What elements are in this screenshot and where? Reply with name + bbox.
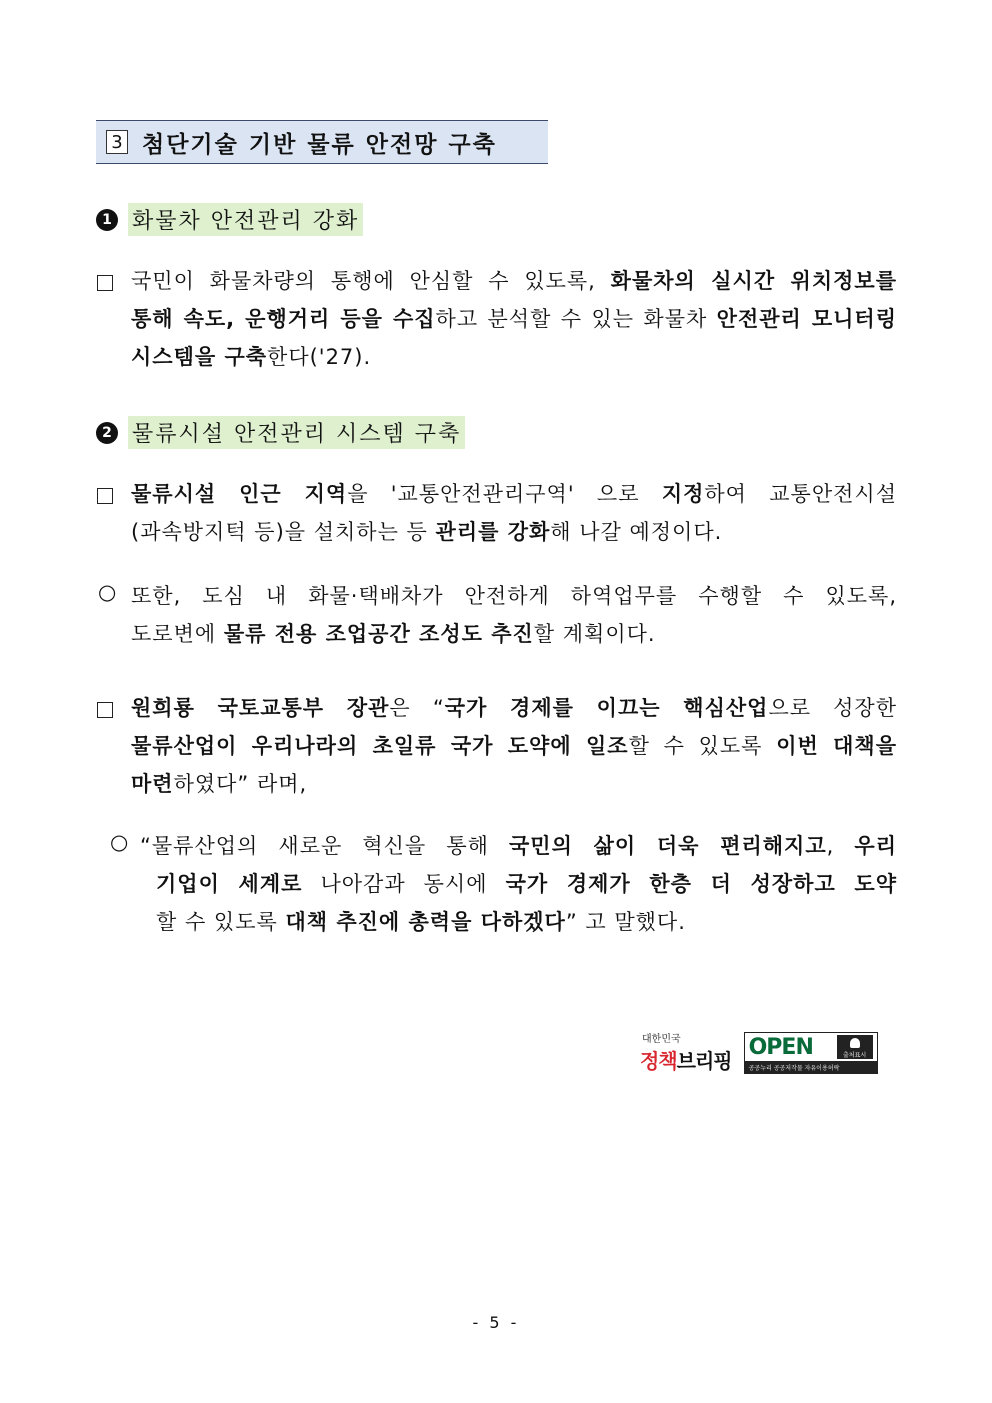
text-segment: 은 “	[389, 696, 445, 720]
text-segment: 나아감과 동시에	[302, 872, 506, 896]
bold-text-segment: 원희룡 국토교통부 장관	[131, 696, 390, 720]
policy-briefing-logo-main-a: 정책	[640, 1049, 677, 1073]
text-segment: 한다('27).	[267, 345, 372, 369]
attribution-badge-label: 출처표시	[843, 1052, 867, 1059]
attribution-badge-icon	[837, 1035, 873, 1059]
paragraph-4-line	[131, 765, 897, 803]
bold-text-segment: 대책 추진에 총력을 다하겠다	[285, 910, 566, 934]
bold-text-segment: 국가 경제를 이끄는 핵심산업	[444, 696, 769, 720]
subheading-2	[96, 416, 465, 449]
bold-text-segment: 이번 대책을	[776, 734, 897, 758]
paragraph-5-line	[140, 827, 897, 865]
text-segment: 하였다” 라며,	[173, 772, 308, 796]
page-number: - 5 -	[472, 1313, 520, 1332]
paragraph-4	[131, 689, 897, 803]
section-header	[96, 120, 548, 164]
policy-briefing-logo-small: 대한민국	[642, 1034, 681, 1045]
bold-text-segment: 기업이 세계로	[156, 872, 303, 896]
square-bullet-icon	[97, 275, 113, 291]
open-logo-word: OPEN	[748, 1034, 813, 1060]
bold-text-segment: 통해 속도, 운행거리 등을 수집	[131, 307, 436, 331]
bold-text-segment: 마련	[131, 772, 174, 796]
text-segment: 하여 교통안전시설	[704, 482, 897, 506]
bold-text-segment: 물류시설 인근 지역	[131, 482, 348, 506]
paragraph-2-line	[131, 475, 897, 513]
paragraph-3-line	[131, 615, 897, 653]
text-segment: (과속방지턱 등)을 설치하는 등	[131, 520, 436, 544]
paragraph-4-line	[131, 727, 897, 765]
subheading-1-title: 화물차 안전관리 강화	[128, 203, 363, 236]
section-title: 첨단기술 기반 물류 안전망 구축	[142, 131, 497, 158]
text-segment: 할 수 있도록	[628, 734, 777, 758]
paragraph-2	[131, 475, 897, 551]
text-segment: 할 계획이다.	[533, 622, 656, 646]
text-segment: 을 '교통안전관리구역' 으로	[347, 482, 662, 506]
text-segment: 으로 성장한	[768, 696, 897, 720]
policy-briefing-logo-main-b: 브리핑	[676, 1049, 732, 1073]
open-logo-caption: 공공누리 공공저작물 자유이용허락	[745, 1061, 877, 1073]
paragraph-3	[131, 577, 897, 653]
paragraph-5	[140, 827, 897, 941]
subheading-1	[96, 203, 363, 236]
bold-text-segment: 국민의 삶이 더욱 편리해지고	[509, 834, 827, 858]
paragraph-1-line	[131, 300, 897, 338]
text-segment: “물류산업의 새로운 혁신을 통해	[140, 834, 509, 858]
text-segment: 또한, 도심 내 화물·택배차가 안전하게 하역업무를 수행할 수 있도록,	[131, 584, 897, 608]
bold-text-segment: 국가 경제가 한층 더 성장하고 도약	[505, 872, 897, 896]
bold-text-segment: 시스템을 구축	[131, 345, 268, 369]
text-segment: 국민이 화물차량의 통행에 안심할 수 있도록,	[131, 269, 611, 293]
paragraph-3-line	[131, 577, 897, 615]
text-segment: ,	[826, 834, 855, 858]
subheading-1-number: 1	[96, 209, 118, 231]
bold-text-segment: 물류 전용 조업공간 조성도 추진	[223, 622, 534, 646]
paragraph-5-line	[140, 903, 897, 941]
paragraph-1	[131, 262, 897, 376]
text-segment: 도로변에	[131, 622, 224, 646]
bold-text-segment: 안전관리 모니터링	[716, 307, 897, 331]
policy-briefing-logo	[640, 1030, 732, 1074]
paragraph-5-line	[140, 865, 897, 903]
paragraph-1-line	[131, 338, 897, 376]
subheading-2-number: 2	[96, 422, 118, 444]
paragraph-1-line	[131, 262, 897, 300]
paragraph-2-line	[131, 513, 897, 551]
kogl-open-logo	[744, 1032, 878, 1074]
text-segment: 하고 분석할 수 있는 화물차	[435, 307, 717, 331]
section-number: 3	[106, 130, 128, 154]
circle-bullet-icon: ○	[110, 830, 129, 854]
bold-text-segment: 우리	[854, 834, 897, 858]
text-segment: 해 나갈 예정이다.	[550, 520, 723, 544]
bold-text-segment: 관리를 강화	[435, 520, 551, 544]
paragraph-4-line	[131, 689, 897, 727]
bold-text-segment: 물류산업이 우리나라의 초일류 국가 도약에 일조	[131, 734, 629, 758]
person-icon	[850, 1038, 860, 1048]
text-segment: 할 수 있도록	[156, 910, 286, 934]
bold-text-segment: 지정	[661, 482, 705, 506]
policy-briefing-logo-main	[640, 1045, 732, 1074]
square-bullet-icon	[97, 702, 113, 718]
bold-text-segment: 화물차의 실시간 위치정보를	[610, 269, 897, 293]
logo-area	[640, 1030, 878, 1074]
circle-bullet-icon: ○	[98, 580, 117, 604]
text-segment: ” 고 말했다.	[565, 910, 686, 934]
square-bullet-icon	[97, 488, 113, 504]
subheading-2-title: 물류시설 안전관리 시스템 구축	[128, 416, 465, 449]
